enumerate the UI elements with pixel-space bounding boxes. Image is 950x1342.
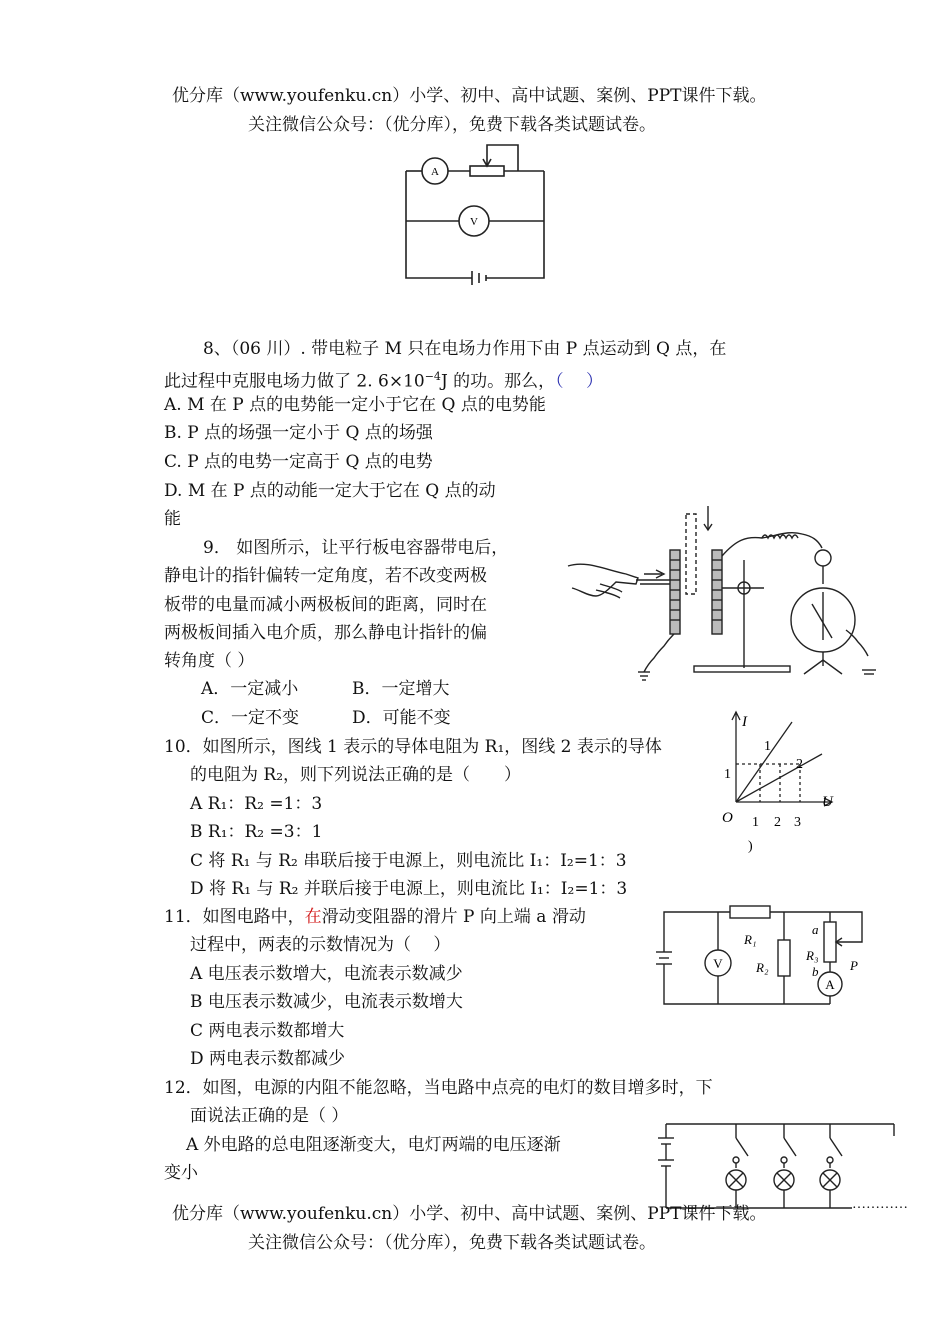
q8-option-a: A. M 在 P 点的电势能一定小于它在 Q 点的电势能 xyxy=(164,395,546,415)
q8-number: 8、 xyxy=(203,339,231,359)
footer-line-2: 关注微信公众号：（优分库），免费下载各类试题试卷。 xyxy=(248,1233,656,1253)
x-tick-3: 3 xyxy=(794,815,801,830)
y-tick-1: 1 xyxy=(724,767,731,782)
q10-option-c: C 将 R₁ 与 R₂ 串联后接于电源上，则电流比 I₁：I₂=1：3 xyxy=(190,851,627,871)
q10-line-1: 10．如图所示，图线 1 表示的导体电阻为 R₁，图线 2 表示的导体 xyxy=(164,737,662,757)
line-2-label: 2 xyxy=(796,757,803,772)
footer-line-1: 优分库（www.youfenku.cn）小学、初中、高中试题、案例、PPT课件下载。 xyxy=(172,1204,767,1224)
continuation-dots: ………… xyxy=(852,1197,908,1212)
q8-stem-2a: 此过程中克服电场力做了 2. 6×10 xyxy=(164,371,425,392)
x-tick-1: 1 xyxy=(752,815,759,830)
r1-label: R₁ xyxy=(744,932,757,947)
line-1-label: 1 xyxy=(764,739,771,754)
q8-answer-blank: （ ） xyxy=(555,371,604,392)
q10-line-2: 的电阻为 R₂，则下列说法正确的是（ ） xyxy=(190,765,522,785)
header-line-1: 优分库（www.youfenku.cn）小学、初中、高中试题、案例、PPT课件下载。 xyxy=(172,86,767,106)
terminal-a-label: a xyxy=(812,922,819,937)
header-line-2: 关注微信公众号：（优分库），免费下载各类试题试卷。 xyxy=(248,115,656,135)
capacitor-electroscope-figure xyxy=(566,500,880,690)
q9-option-b: B．一定增大 xyxy=(352,679,450,699)
top-circuit-figure xyxy=(400,135,550,287)
q10-option-d: D 将 R₁ 与 R₂ 并联后接于电源上，则电流比 I₁：I₂=1：3 xyxy=(190,879,628,899)
q11-circuit-figure xyxy=(656,900,868,1010)
ammeter-label: A xyxy=(825,977,835,992)
slider-p-label: P xyxy=(850,958,858,973)
q8-stem-line-1 xyxy=(203,338,726,360)
q9-option-c: C．一定不变 xyxy=(201,708,300,728)
q8-stem-line-2 xyxy=(164,366,603,393)
ammeter-label: A xyxy=(431,166,439,178)
q11-stem: 滑动变阻器的滑片 P 向上端 a 滑动 xyxy=(321,907,586,927)
q12-line-1: 12．如图，电源的内阻不能忽略，当电路中点亮的电灯的数目增多时，下 xyxy=(164,1078,713,1098)
q8-stem-1: （06 川）. 带电粒子 M 只在电场力作用下由 P 点运动到 Q 点，在 xyxy=(230,339,727,359)
q12-option-a: A 外电路的总电阻逐渐变大，电灯两端的电压逐渐 xyxy=(186,1135,561,1155)
axis-i-label: I xyxy=(742,714,747,730)
voltmeter-label: V xyxy=(470,216,478,228)
q11-line-1 xyxy=(164,906,586,928)
r2-label: R₂ xyxy=(756,960,769,975)
x-tick-2: 2 xyxy=(774,815,781,830)
q10-option-a: A R₁：R₂ =1：3 xyxy=(190,794,323,814)
q8-option-d-cont: 能 xyxy=(164,509,181,529)
q8-option-d: D. M 在 P 点的动能一定大于它在 Q 点的动 xyxy=(164,481,496,501)
graph-paren: ) xyxy=(748,839,753,854)
q12-option-a-cont: 变小 xyxy=(164,1163,198,1183)
iu-graph-figure xyxy=(712,706,840,856)
q8-stem-2b: J 的功。那么， xyxy=(440,371,556,392)
q9-line-5: 转角度（ ） xyxy=(164,651,255,671)
terminal-b-label: b xyxy=(812,964,819,979)
axis-u-label: U xyxy=(822,794,833,810)
q11-option-c: C 两电表示数都增大 xyxy=(190,1021,345,1041)
q8-option-c: C. P 点的电势一定高于 Q 点的电势 xyxy=(164,452,433,472)
q8-exponent: −4 xyxy=(424,370,441,383)
q11-option-a: A 电压表示数增大，电流表示数减少 xyxy=(190,964,463,984)
q10-option-b: B R₁：R₂ =3：1 xyxy=(190,822,323,842)
q11-option-b: B 电压表示数减少，电流表示数增大 xyxy=(190,992,463,1012)
q11-line-2: 过程中，两表的示数情况为（ ） xyxy=(190,935,451,955)
q11-option-d: D 两电表示数都减少 xyxy=(190,1049,346,1069)
r3-label: R₃ xyxy=(806,948,819,963)
q9-line-3: 板带的电量而减小两极板间的距离，同时在 xyxy=(164,595,487,615)
q11-number: 11．如图电路中， xyxy=(164,907,305,927)
q9-line-2: 静电计的指针偏转一定角度，若不改变两极 xyxy=(164,566,487,586)
q12-line-2: 面说法正确的是（ ） xyxy=(190,1106,349,1126)
q9-option-a: A．一定减小 xyxy=(201,679,299,699)
q8-option-b: B. P 点的场强一定小于 Q 点的场强 xyxy=(164,423,433,443)
q9-option-d: D．可能不变 xyxy=(352,708,451,728)
origin-label: O xyxy=(722,810,733,826)
q9-line-1: 9． 如图所示，让平行板电容器带电后， xyxy=(203,538,509,558)
voltmeter-label: V xyxy=(713,956,723,971)
q9-line-4: 两极板间插入电介质，那么静电计指针的偏 xyxy=(164,623,487,643)
q11-red-char: 在 xyxy=(304,907,322,927)
